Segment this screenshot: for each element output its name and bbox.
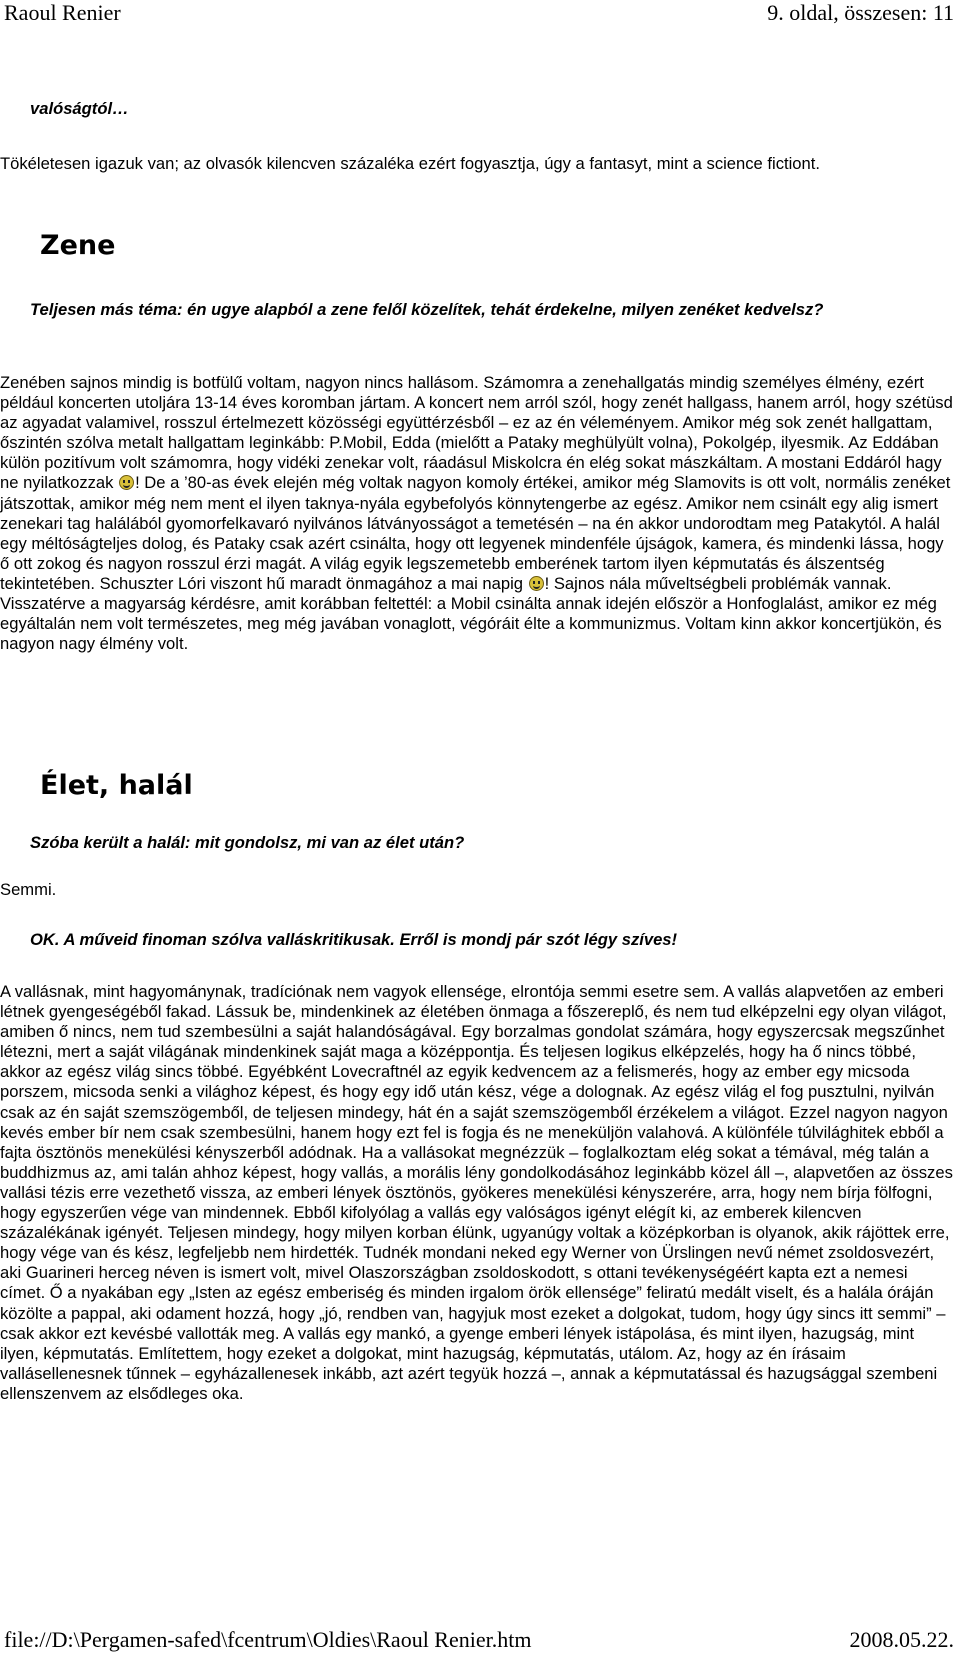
question-vallas: OK. A műveid finoman szólva valláskritikusak. Erről is mondj pár szót légy szíves!	[30, 930, 678, 949]
paragraph-vallas: A vallásnak, mint hagyománynak, tradíciónak nem vagyok ellensége, elrontója semmi esetre sem. A vallás alapvetően az emberi létnek gyengeségéből fakad. Lássuk be, mindenkinek az életében önmaga a főszereplő, és nem tud elképzelni egy olyan világot, amiben ő nincs, nem tud szembesülni a saját halandóságával. Egy borzalmas gondolat számára, hogy egyszercsak megszűnhet létezni, mert a saját világának mindenkinek saját maga a középpontja. És teljesen logikus elképzelés, hogy ha ő nincs többé, akkor az egész világ sincs többé. Egyébként Lovecraftnél az egyik kedvencem az a felismerés, hogy az ember egy micsoda porszem, micsoda senki a világhoz képest, és hogy egy idő után kész, vége a dolognak. Az egész világ el fog pusztulni, nyilván csak az én saját szemszögemből, de teljesen mindegy, hát én a saját szemszögemből érzékelem a világot. Ezzel nagyon nagyon kevés ember bír nem csak szembesülni, hanem hogy ezt fel is fogja és ne meneküljön valahová. A különféle túlvilághitek ebből a fajta ösztönös menekülési kényszerből adódnak. Ha a vallásokat megnézzük – foglalkoztam elég sokat a témával, még talán a buddhizmus az, ami talán ahhoz képest, hogy vallás, a morális lény gondolkodásához leginkább közel áll –, alapvetően az összes vallási tézis erre vezethető vissza, az emberi lények ösztönös, gyökeres menekülési kényszerére, arra, hogy nem bírja fölfogni, hogy egyszerűen vége van mindennek. Ebből kifolyólag a vallás egy valóságos igényt elégít ki, az emberek kilencven százalékának igényét. Teljesen mindegy, hogy milyen korban élünk, ugyanúgy voltak a középkorban is olyanok, akik rájöttek erre, hogy vége van és kész, legfeljebb nem hirdették. Tudnék mondani neked egy Werner von Ürslingen nevű német zsoldosvezért, aki Guarineri herceg néven is ismert volt, mivel Olaszországban zsoldoskodott, s ottani tevékenységéért kapta ezt a nemesi címet. Ő a nyakában egy „Isten az egész emberiség és minden irgalom örök ellensége” feliratú medált viselt, és a halála óráján közölte a pappal, aki odament hozzá, hogy „jó, rendben van, hagyjuk most ezeket a dolgokat, tudom, hogy úgy sincs itt semmi” – csak akkor ezt kevésbé vallották meg. A vallás egy mankó, a gyenge emberi lények istápolása, és mint ilyen, hazugság, mint ilyen, képmutatás. Említettem, hogy ezeket a dolgokat, mint hazugság, képmutatás, utálom. Az, hogy az én írásaim vallásellenesnek tűnnek – egyházallenesek inkább, azt azért tegyük hozzá –, annak a képmutatással és hazugsággal szembeni ellenszenvem az elsődleges oka.	[0, 982, 953, 1403]
heading-elet-halal: Élet, halál	[40, 770, 193, 801]
question-fragment: valóságtól…	[30, 99, 129, 118]
heading-zene: Zene	[40, 230, 116, 261]
footer-date: 2008.05.22.	[849, 1627, 954, 1652]
paragraph-zene-part3: ! Sajnos nála műveltségbeli problémák vannak. Visszatérve a magyarság kérdésre, amit korábban feltettél: a Mobil csinálta annak idején először a Honfoglalást, amikor ez még egyáltalán nem volt természetes, meg még javában vonaglott, végóráit élte a kommunizmus. Voltam kinn akkor koncertjükön, és nagyon nagy élmény volt.	[0, 573, 942, 654]
header-author: Raoul Renier	[4, 0, 121, 25]
question-zene: Teljesen más téma: én ugye alapból a zene felől közelítek, tehát érdekelne, milyen zenéket kedvelsz?	[30, 300, 824, 319]
paragraph-zene	[0, 373, 956, 654]
paragraph-fantasy: Tökéletesen igazuk van; az olvasók kilencven százaléka ezért fogyasztja, úgy a fantasyt, mint a science fictiont.	[0, 154, 820, 173]
answer-semmi: Semmi.	[0, 880, 57, 899]
paragraph-zene-part1: Zenében sajnos mindig is botfülű voltam, nagyon nincs hallásom. Számomra a zenehallgatás mindig személyes élmény, ezért például koncerten utoljára 13-14 éves koromban jártam. A koncert nem arról szól, hogy zenét hallgass, hanem arról, hogy szétüsd az agyadat valamivel, rosszul értelmezett közösségi együttérzésből – ez az én véleményem. Amikor még sok zenét hallgattam, őszintén szólva metalt hallgattam leginkább: P.Mobil, Edda (mielőtt a Pataky meghülyült volna), Pokolgép, ilyesmik. Az Eddában külön pozitívum volt számomra, hogy vidéki zenekar volt, ráadásul Miskolcra én elég sokat mászkáltam. A mostani Eddáról hagy ne nyilatkozzak	[0, 373, 953, 493]
page-header	[0, 2, 960, 28]
footer-file-path: file://D:\Pergamen-safed\fcentrum\Oldies\Raoul Renier.htm	[4, 1627, 532, 1652]
paragraph-zene-part2: ! De a ’80-as évek elején még voltak nagyon komoly értékei, amikor még Slamovits is ott volt, normális zenéket játszottak, amikor még nem ment el ilyen taknya-nyála egybefolyós könnytengerbe az egész. Amikor nem csinált egy alig ismert zenekari tag halálából gyomorfelkavaró nyilvános látványosságot a temetésén – na én akkor undorodtam meg Patakytól. A halál egy méltóságteljes dolog, és Pataky csak azért csinálta, hogy ott legyenek mindenféle újságok, kamera, és mindenki lássa, hogy ő ott zokog és nagyon rosszul érzi magát. A világ egyik legszemetebb emberének tartom ilyen képmutatás és álszentség tekintetében. Schuszter Lóri viszont hű maradt önmagához a mai napig	[0, 473, 951, 593]
page-footer	[0, 1629, 960, 1655]
header-page-info: 9. oldal, összesen: 11	[767, 0, 954, 25]
smiley-face-icon	[119, 475, 134, 490]
question-halal: Szóba került a halál: mit gondolsz, mi van az élet után?	[30, 833, 465, 852]
smiley-face-icon	[529, 576, 544, 591]
